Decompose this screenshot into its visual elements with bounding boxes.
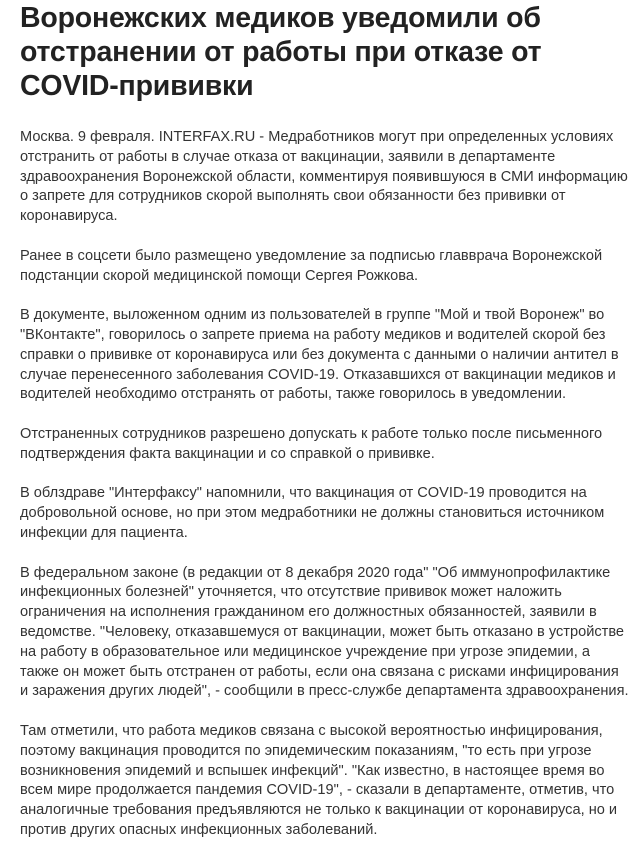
article-paragraph: Там отметили, что работа медиков связана с высокой вероятностью инфицирования, поэтому вакцинация проводится по эпидемическим показаниям, "то есть при угрозе возникновения эпидемий и вспышек инфекций". "Как известно, в настоящее время во всем мире продолжается пандемия COVID-19", - сказали в департаменте, отметив, что аналогичные требования предъявляются не только к вакцинации от коронавируса, но и против других опасных инфекционных заболеваний. — [20, 722, 618, 838]
article-paragraph-lead: Москва. 9 февраля. INTERFAX.RU - Медработников могут при определенных условиях отстранить от работы в случае отказа от вакцинации, заявили в департаменте здравоохранения Воронежской области, комментируя появившуюся в СМИ информацию о запрете для сотрудников скорой выполнять свои обязанности без прививки от коронавируса. — [20, 129, 628, 225]
article-paragraph: В документе, выложенном одним из пользователей в группе "Мой и твой Воронеж" во "ВКонтакте", говорилось о запрете приема на работу медиков и водителей скорой без справки о прививке от коронавируса или без документа с данными о наличии антител в случае перенесенного заболевания COVID-19. Отказавшихся от вакцинации медиков и водителей необходимо отстранять от работы, также говорилось в уведомлении. — [20, 307, 619, 403]
article-paragraph: В федеральном законе (в редакции от 8 декабря 2020 года" "Об иммунопрофилактике инфекционных болезней" уточняется, что отсутствие прививок может наложить ограничения на исполнения гражданином его должностных обязанностей, заявили в ведомстве. "Человеку, отказавшемуся от вакцинации, может быть отказано в устройстве на работу в образовательное или медицинское учреждение при угрозе эпидемии, а также он может быть отстранен от работы, если она связана с рисками инфицирования и заражения других людей", - сообщили в пресс-службе департамента здравоохранения. — [20, 564, 629, 700]
article-body — [20, 128, 630, 841]
article-paragraph: Ранее в соцсети было размещено уведомление за подписью главврача Воронежской подстанции скорой медицинской помощи Сергея Рожкова. — [20, 247, 603, 284]
article-paragraph: Отстраненных сотрудников разрешено допускать к работе только после письменного подтверждения факта вакцинации и со справкой о прививке. — [20, 425, 603, 462]
article-headline: Воронежских медиков уведомили об отстранении от работы при отказе от COVID-прививки — [20, 2, 542, 102]
article-paragraph: В облздраве "Интерфаксу" напомнили, что вакцинация от COVID-19 проводится на добровольной основе, но при этом медработники не должны становиться источником инфекции для пациента. — [20, 485, 605, 541]
